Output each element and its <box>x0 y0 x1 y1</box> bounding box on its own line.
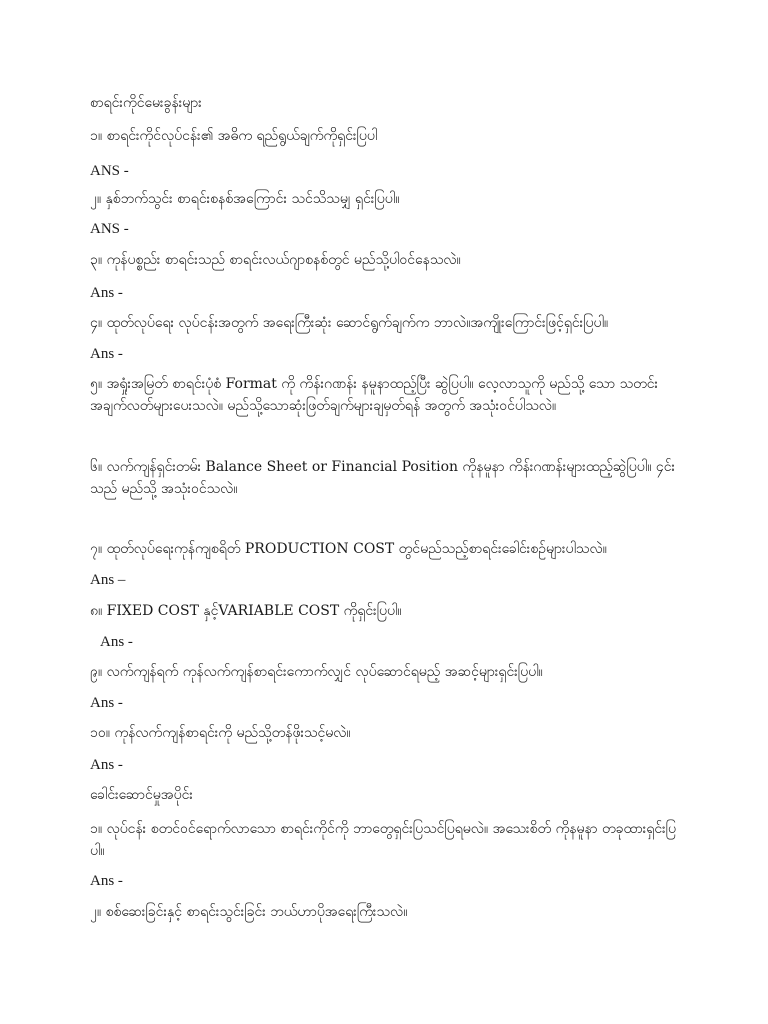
question-10: ၁၀။ ကုန်လက်ကျန်စာရင်းကို မည်သို့တန်ဖိုးသင့်မလဲ။ <box>90 725 351 741</box>
answer-label-8: Ans - <box>100 634 133 650</box>
question-5: ၅။ အရှုံးအမြတ် စာရင်းပုံစံ Format ကို ကိန်းဂဏန်း နမူနာထည့်ပြီး ဆွဲပြပါ။ လေ့လာသူကို မည်သို့ သော သတင်းအချက်လတ်များပေးသလဲ။ မည်သို့သောဆုံးဖြတ်ချက်များချမှတ်ရန် အတွက် အသုံးဝင်ပါသလဲ။ <box>90 376 659 414</box>
answer-label-3: Ans - <box>90 285 123 301</box>
document-heading: စာရင်းကိုင်မေးခွန်းများ <box>90 95 202 111</box>
question-6: ၆။ လက်ကျန်ရှင်းတမ်း Balance Sheet or Financial Position ကိုနမူနာ ကိန်းဂဏန်းများထည့်ဆွဲပြပါ။ ၄င်းသည် မည်သို့ အသုံးဝင်သလဲ။ <box>90 459 676 497</box>
section2-question-2: ၂။ စစ်ဆေးခြင်းနှင့် စာရင်းသွင်းခြင်း ဘယ်ဟာပိုအရေးကြီးသလဲ။ <box>90 904 408 920</box>
question-7: ၇။ ထုတ်လုပ်ရေးကုန်ကျစရိတ် PRODUCTION COST တွင်မည်သည့်စာရင်းခေါင်းစဉ်များပါသလဲ။ <box>90 541 607 557</box>
answer-label-2: ANS - <box>90 221 129 237</box>
question-1: ၁။ စာရင်းကိုင်လုပ်ငန်း၏ အဓိက ရည်ရွယ်ချက်ကိုရှင်းပြပါ <box>90 128 378 144</box>
answer-label-4: Ans - <box>90 346 123 362</box>
question-3: ၃။ ကုန်ပစ္စည်း စာရင်းသည် စာရင်းလယ်ဂျာစနစ်တွင် မည်သို့ပါဝင်နေသလဲ။ <box>90 252 461 268</box>
section2-answer-label-1: Ans - <box>90 873 123 889</box>
answer-label-10: Ans - <box>90 757 123 773</box>
answer-label-1: ANS - <box>90 163 129 179</box>
question-9: ၉။ လက်ကျန်ရက် ကုန်လက်ကျန်စာရင်းကောက်လျှင် လုပ်ဆောင်ရမည့် အဆင့်များရှင်းပြပါ။ <box>90 664 543 680</box>
section2-question-1: ၁။ လုပ်ငန်း စတင်ဝင်ရောက်လာသော စာရင်းကိုင်ကို ဘာတွေရှင်းပြသင်ပြရမလဲ။ အသေးစိတ် ကိုနမူနာ တခုထားရှင်းပြပါ။ <box>90 821 677 859</box>
question-2: ၂။ နှစ်ဘက်သွင်း စာရင်းစနစ်အကြောင်း သင်သိသမျှ ရှင်းပြပါ။ <box>90 191 400 207</box>
question-4: ၄။ ထုတ်လုပ်ရေး လုပ်ငန်းအတွက် အရေးကြီးဆုံး ဆောင်ရွက်ချက်က ဘာလဲ။အကျိုးကြောင်းဖြင့်ရှင်းပြပါ။ <box>90 315 609 331</box>
answer-label-7: Ans – <box>90 572 126 588</box>
question-8: ၈။ FIXED COST နှင့်VARIABLE COST ကိုရှင်းပြပါ။ <box>90 603 402 619</box>
answer-label-9: Ans - <box>90 695 123 711</box>
section-heading-leadership: ခေါင်းဆောင်မှုအပိုင်း <box>90 787 193 803</box>
